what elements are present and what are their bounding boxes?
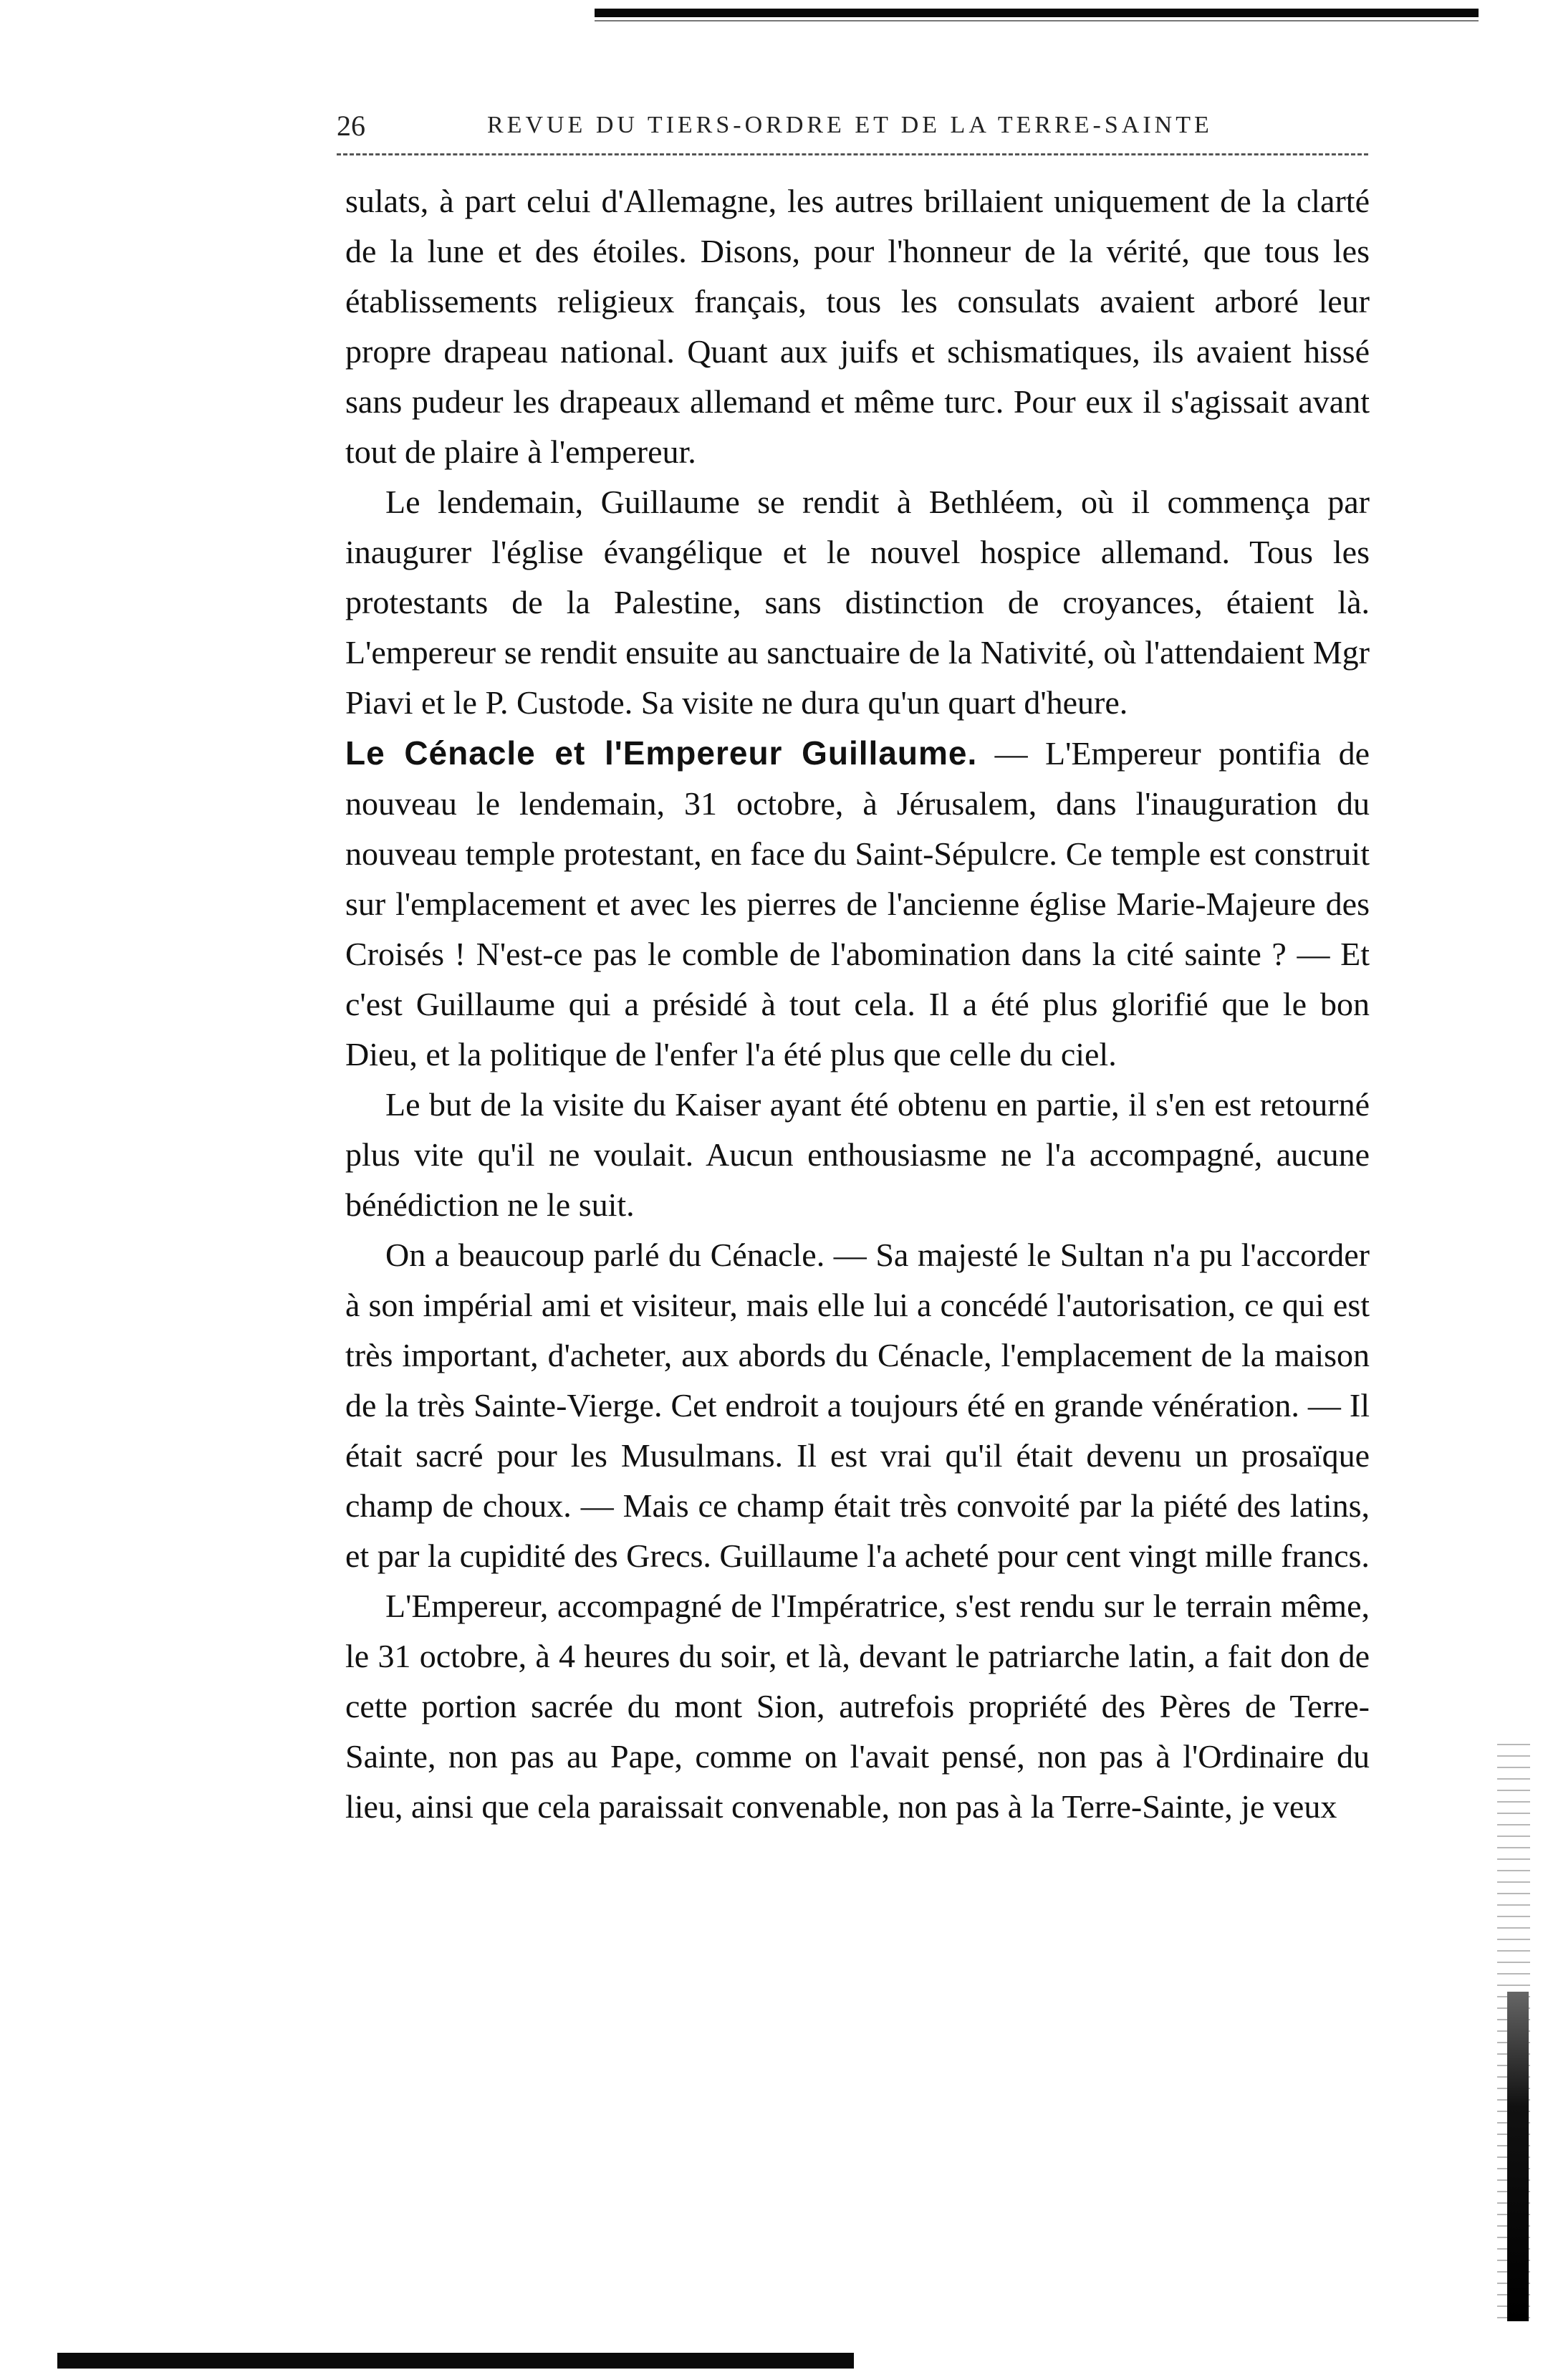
- paragraph: sulats, à part celui d'Allemagne, les autres brillaient uniquement de la clarté de la lune et des étoiles. Disons, pour l'honneur de la vérité, que tous les établissements religieux français, tous les consulats avaient arboré leur propre drapeau national. Quant aux juifs et schismatiques, ils avaient hissé sans pudeur les drapeaux allemand et même turc. Pour eux il s'agissait avant tout de plaire à l'empereur.: [345, 183, 1370, 470]
- paragraph: On a beaucoup parlé du Cénacle. — Sa majesté le Sultan n'a pu l'accorder à son impérial ami et visiteur, mais elle lui a concédé l'autorisation, ce qui est très important, d'acheter, aux abords du Cénacle, l'emplacement de la maison de la très Sainte-Vierge. Cet endroit a toujours été en grande vénération. — Il était sacré pour les Musulmans. Il est vrai qu'il était devenu un prosaïque champ de choux. — Mais ce champ était très convoité par la piété des latins, et par la cupidité des Grecs. Guillaume l'a acheté pour cent vingt mille francs.: [345, 1237, 1370, 1574]
- page-number: 26: [337, 110, 365, 142]
- paragraph-text: — L'Empereur pontifia de nouveau le lendemain, 31 octobre, à Jérusalem, dans l'inauguration du nouveau temple protestant, en face du Saint-Sépulcre. Ce temple est construit sur l'emplacement et avec les pierres de l'ancienne église Marie-Majeure des Croisés ! N'est-ce pas le comble de l'abomination dans la cité sainte ? — Et c'est Guillaume qui a présidé à tout cela. Il a été plus glorifié que le bon Dieu, et la politique de l'enfer l'a été plus que celle du ciel.: [345, 735, 1370, 1073]
- paragraph: Le but de la visite du Kaiser ayant été obtenu en partie, il s'en est retourné plus vite qu'il ne voulait. Aucun enthousiasme ne l'a accompagné, aucune bénédiction ne le suit.: [345, 1086, 1370, 1223]
- section-heading: Le Cénacle et l'Empereur Guillaume.: [345, 734, 978, 772]
- top-scan-rule-thin: [595, 20, 1479, 21]
- paragraph-with-heading: [345, 728, 1370, 1080]
- header-rule: [337, 153, 1368, 155]
- paragraph: Le lendemain, Guillaume se rendit à Bethléem, où il commença par inaugurer l'église évangélique et le nouvel hospice allemand. Tous les protestants de la Palestine, sans distinction de croyances, étaient là. L'empereur se rendit ensuite au sanctuaire de la Nativité, où l'attendaient Mgr Piavi et le P. Custode. Sa visite ne dura qu'un quart d'heure.: [345, 484, 1370, 721]
- bottom-scan-rule: [57, 2353, 854, 2369]
- running-head: [337, 109, 1368, 145]
- paragraph: L'Empereur, accompagné de l'Impératrice, s'est rendu sur le terrain même, le 31 octobre, à 4 heures du soir, et là, devant le patriarche latin, a fait don de cette portion sacrée du mont Sion, autrefois propriété des Pères de Terre-Sainte, non pas au Pape, comme on l'avait pensé, non pas à l'Ordinaire du lieu, ainsi que cela paraissait convenable, non pas à la Terre-Sainte, je veux: [345, 1588, 1370, 1825]
- top-scan-rule: [595, 9, 1479, 17]
- running-title: REVUE DU TIERS-ORDRE ET DE LA TERRE-SAINTE: [487, 112, 1213, 138]
- scan-page-edge: [1497, 1734, 1530, 2321]
- body-text: [345, 176, 1370, 1832]
- scan-edge-shadow: [1507, 1992, 1529, 2321]
